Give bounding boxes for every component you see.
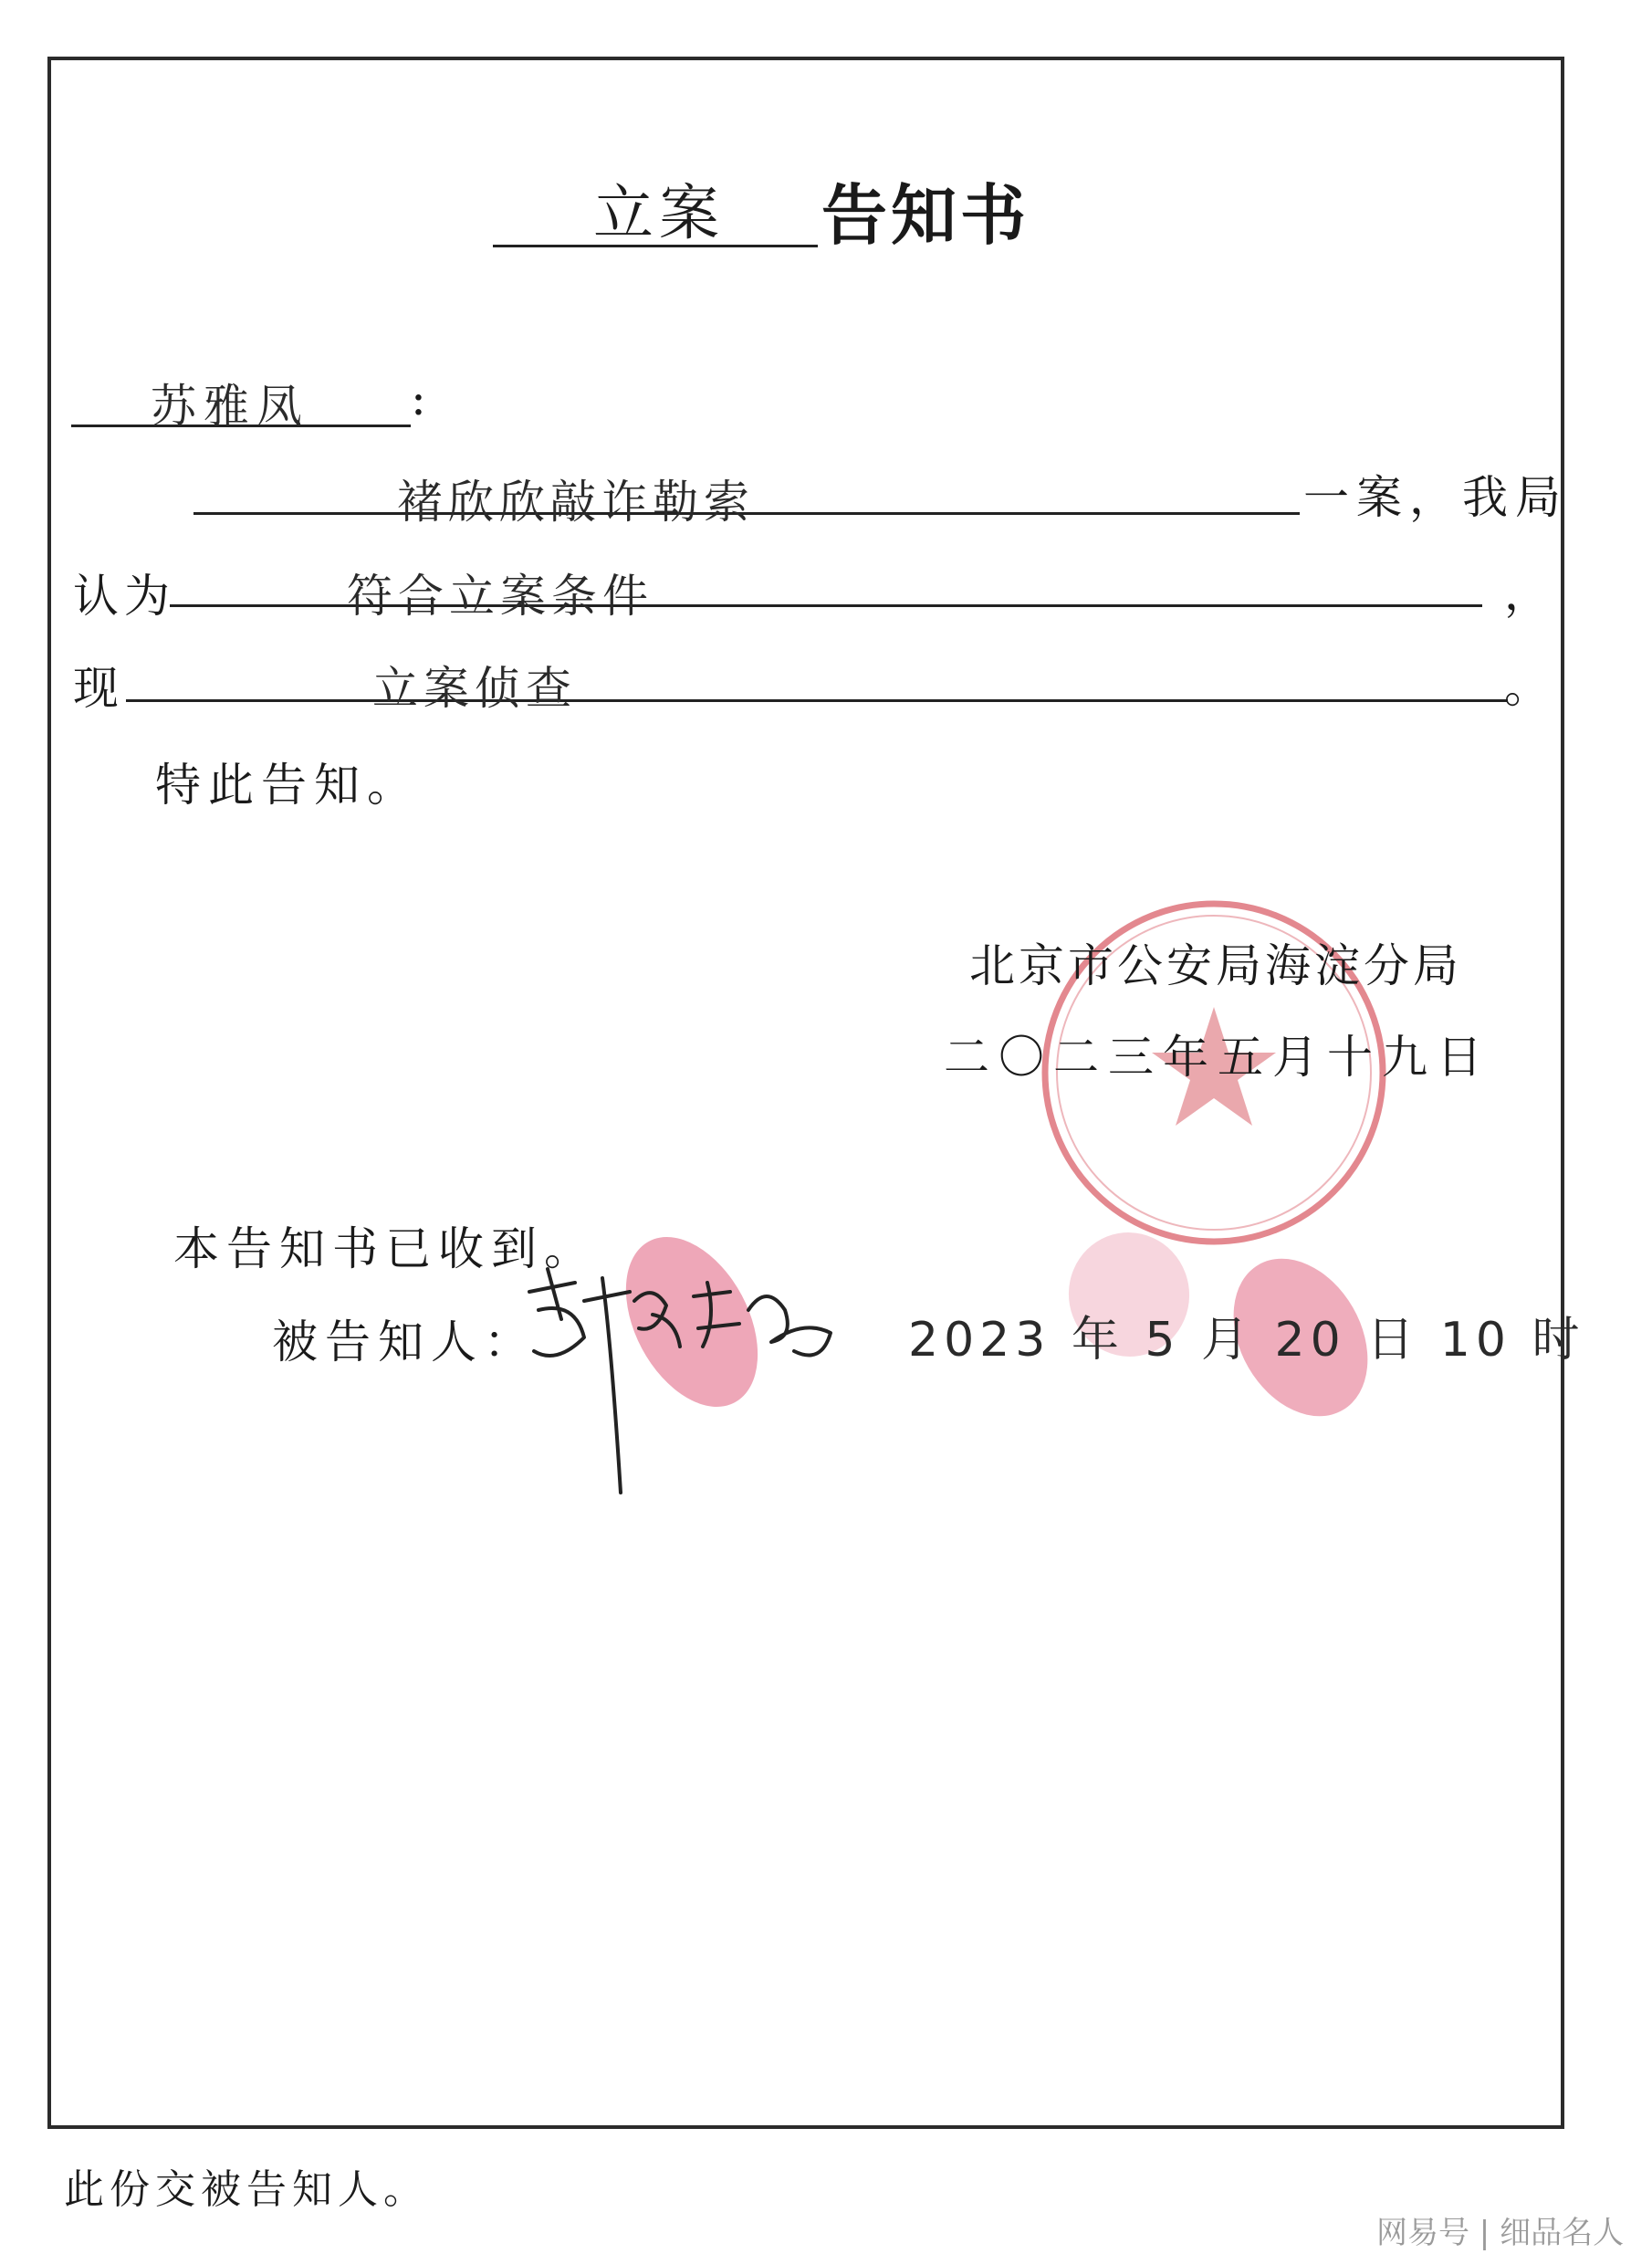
issue-date: 二〇二三年五月十九日 <box>944 1031 1491 1084</box>
handwritten-signature <box>520 1264 849 1502</box>
case-name: 褚欣欣敲诈勒索 <box>397 476 755 529</box>
finding-end-punct: ， <box>1504 567 1550 620</box>
recipient-colon: : <box>411 372 426 425</box>
case-suffix: 一案，我局 <box>1303 471 1568 524</box>
footer-note: 此份交被告知人。 <box>64 2166 429 2213</box>
receipt-confirmation: 本告知书已收到。 <box>173 1222 597 1275</box>
received-time: 2023 年 5 月 20 日 10 时 <box>908 1313 1585 1368</box>
document-title: 告知书 <box>821 176 1030 254</box>
source-watermark: 网易号 | 细品名人 <box>1376 2215 1625 2251</box>
finding-value: 符合立案条件 <box>347 570 653 623</box>
decision-value: 立案侦查 <box>372 662 577 715</box>
finding-prefix: 认为 <box>73 570 175 623</box>
decision-end-punct: 。 <box>1504 660 1550 713</box>
closing-text: 特此告知。 <box>155 759 420 812</box>
document-type-fill: 立案 <box>593 178 725 248</box>
decision-prefix: 现 <box>73 662 119 715</box>
notified-person-label: 被告知人： <box>272 1316 537 1368</box>
decision-underline <box>126 699 1508 702</box>
recipient-name: 苏雅凤 <box>151 380 309 433</box>
issuing-agency: 北京市公安局海淀分局 <box>969 939 1462 992</box>
